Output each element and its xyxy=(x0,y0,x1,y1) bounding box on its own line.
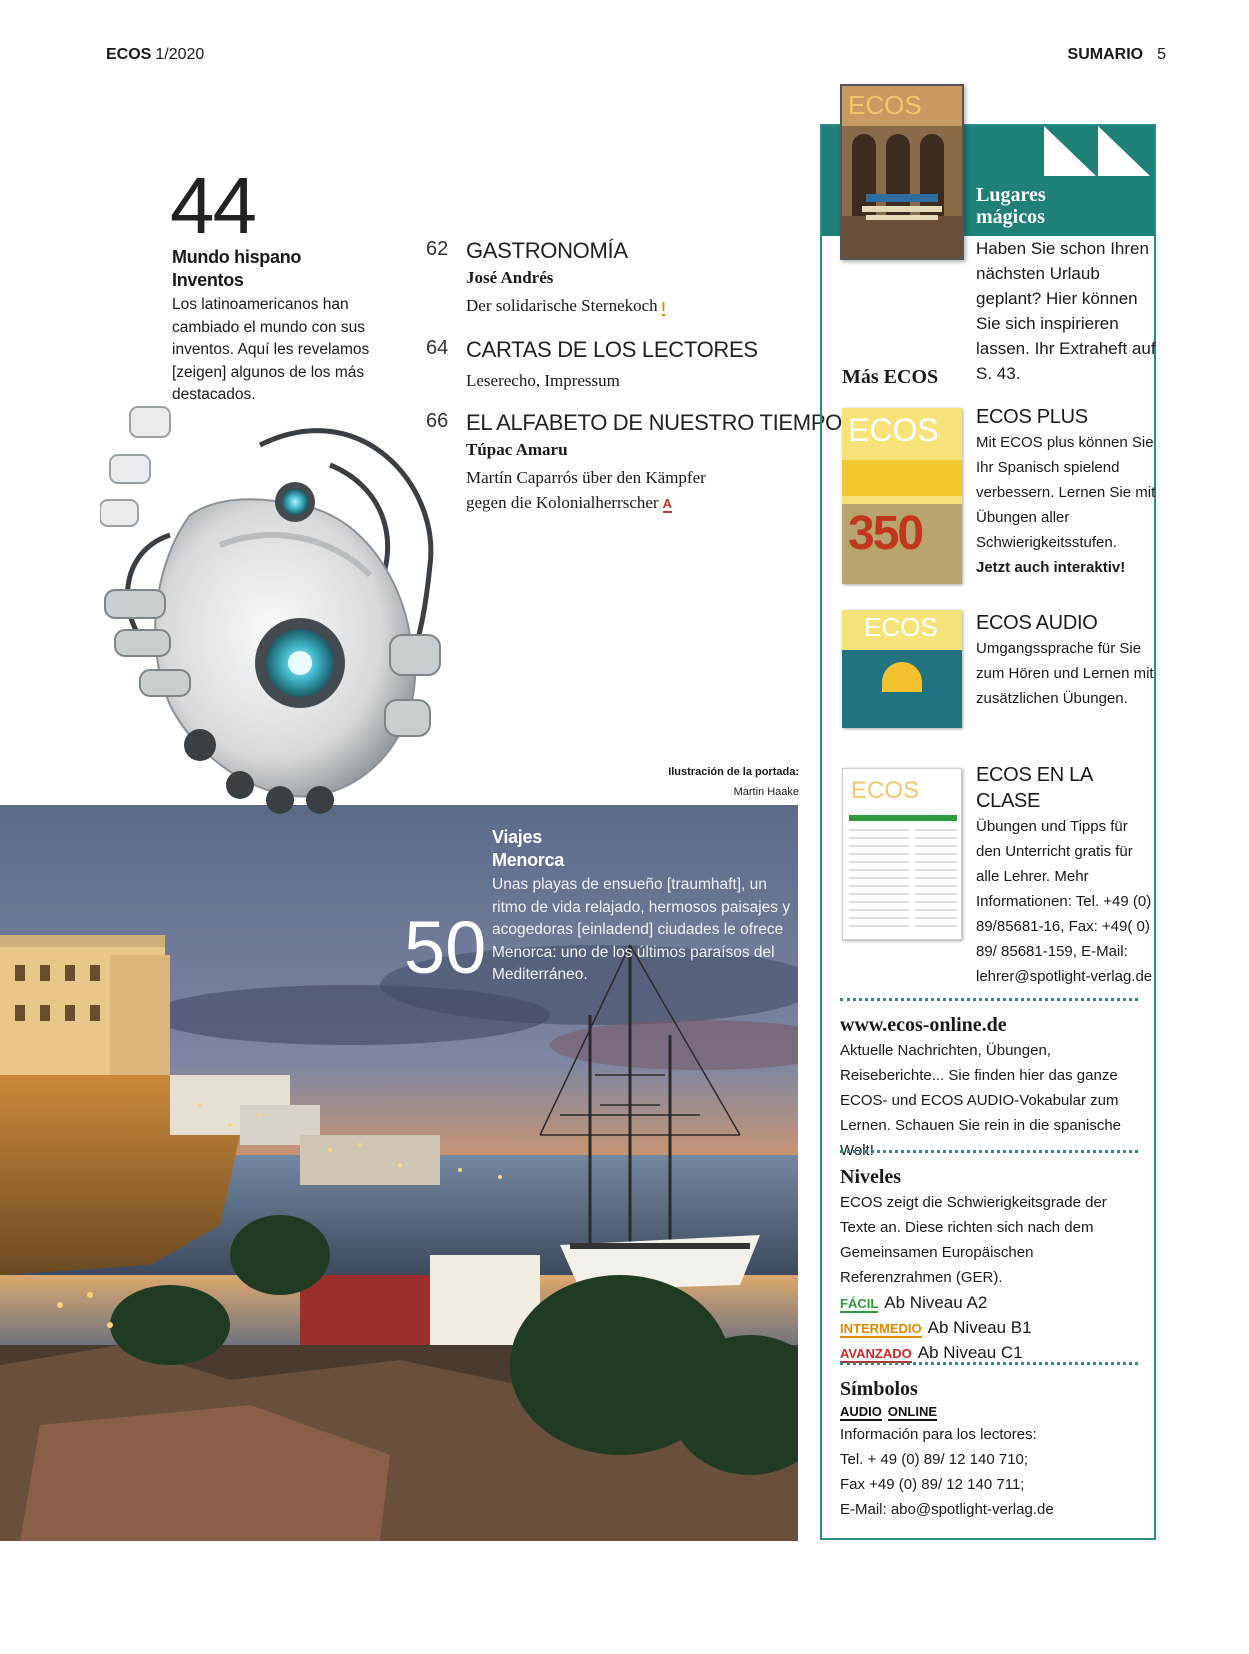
toc-entry-alfabeto[interactable] xyxy=(426,410,842,512)
product-body: Umgangssprache für Sie zum Hören und Lernen mit zusätzlichen Übungen. xyxy=(976,640,1154,707)
divider xyxy=(840,998,1138,1001)
niveles-body: ECOS zeigt die Schwierigkeitsgrade der Texte an. Diese richten sich nach dem Gemeinsamen Europäischen Referenzrahmen (GER). xyxy=(840,1194,1107,1286)
toc-desc-line1: Martín Caparrós über den Kämpfer xyxy=(466,468,706,487)
cover-number: 350 xyxy=(848,507,923,560)
feature-body: Unas playas de ensueño [traumhaft], un ritmo de vida relajado, hermosos paisajes y acogedoras [einladend] ciudades le ofrece Menorca: uno de los últimos paraísos del Mediterráneo. xyxy=(492,876,791,983)
toc-subtitle: Túpac Amaru xyxy=(466,440,568,459)
ecos-plus-cover[interactable] xyxy=(842,408,962,584)
robot-heart-illustration xyxy=(100,405,460,855)
toc-entry-cartas[interactable] xyxy=(426,337,806,390)
toc-section: GASTRONOMÍA xyxy=(466,238,628,263)
product-title: ECOS EN LA CLASE xyxy=(976,764,1092,812)
toc-desc-line2 xyxy=(466,490,672,515)
simbolos-title: Símbolos xyxy=(840,1378,918,1400)
robot-heart-icon xyxy=(100,405,460,855)
toc-page: 62 xyxy=(426,238,449,260)
toc-desc: Leserecho, Impressum xyxy=(466,371,620,390)
ecos-clase-info[interactable] xyxy=(976,762,1156,989)
divider xyxy=(840,1362,1138,1365)
toc-entry-gastronomia[interactable] xyxy=(426,238,806,315)
toc-subtitle: José Andrés xyxy=(466,268,554,287)
mas-ecos-heading: Más ECOS xyxy=(842,366,939,388)
product-body: Mit ECOS plus können Sie Ihr Spanisch spielend verbessern. Lernen Sie mit Übungen aller Schwierigkeitsstufen. xyxy=(976,434,1156,551)
feature-title: Inventos xyxy=(172,270,244,290)
product-body: Übungen und Tipps für den Unterricht gratis für alle Lehrer. Mehr Informationen: Tel. +49 (0) 89/85681-16, Fax: +49( 0) 89/ 85681-159, E-Mail: lehrer@spotlight-verlag.de xyxy=(976,818,1153,985)
ecos-plus-info[interactable] xyxy=(976,404,1156,580)
toc-desc-text: gegen die Kolonialherrscher xyxy=(466,493,659,512)
product-title: ECOS AUDIO xyxy=(976,612,1098,634)
product-title: ECOS PLUS xyxy=(976,406,1088,428)
cover-band xyxy=(842,460,962,496)
running-header xyxy=(106,46,204,64)
brand-name: ECOS xyxy=(106,46,152,63)
lugares-title xyxy=(976,184,1046,228)
level-text: Ab Niveau A2 xyxy=(884,1293,988,1312)
lugares-title-line2: mágicos xyxy=(976,206,1045,228)
website-link[interactable]: www.ecos-online.de xyxy=(840,1014,1007,1036)
contact-fax: Fax +49 (0) 89/ 12 140 711; xyxy=(840,1476,1025,1493)
audio-tag: AUDIO xyxy=(840,1404,882,1419)
contact-email[interactable]: E-Mail: abo@spotlight-verlag.de xyxy=(840,1501,1054,1518)
divider xyxy=(840,1150,1138,1153)
cover-brand: ECOS xyxy=(848,90,922,120)
niveles-box xyxy=(840,1164,1140,1365)
toc-page: 64 xyxy=(426,337,449,359)
feature-category: Mundo hispano xyxy=(172,247,302,267)
toc-page: 66 xyxy=(426,410,449,432)
feature-page-number[interactable]: 44 xyxy=(170,161,255,250)
simbolos-box xyxy=(840,1376,1140,1522)
section-header xyxy=(1068,46,1166,64)
level-text: Ab Niveau B1 xyxy=(927,1318,1032,1337)
cover-brand: ECOS xyxy=(848,412,939,448)
level-tag: INTERMEDIO xyxy=(840,1321,922,1336)
cover-brand: ECOS xyxy=(851,777,920,804)
ecos-clase-cover[interactable] xyxy=(842,768,962,940)
product-highlight: Jetzt auch interaktiv! xyxy=(976,559,1126,576)
feature-title: Menorca xyxy=(492,850,564,870)
level-text: Ab Niveau C1 xyxy=(917,1343,1023,1362)
credit-label: Ilustración de la portada: xyxy=(668,766,799,778)
feature-inventos[interactable] xyxy=(172,246,372,407)
toc-desc xyxy=(466,293,665,318)
credit-name: Martin Haake xyxy=(733,786,799,798)
web-body: Aktuelle Nachrichten, Übungen, Reiseberichte... Sie finden hier das ganze ECOS- und ECOS AUDIO-Vokabular zum Lernen. Schauen Sie rein in die spanische Welt! xyxy=(840,1042,1122,1159)
contact-phone: Tel. + 49 (0) 89/ 12 140 710; xyxy=(840,1451,1029,1468)
feature-body: Los latinoamericanos han cambiado el mundo con sus inventos. Aquí les revelamos [zeigen] algunos de los más destacados. xyxy=(172,296,370,403)
lugares-title-line1: Lugares xyxy=(976,184,1046,206)
cover-credit xyxy=(668,762,799,802)
ecos-audio-cover[interactable] xyxy=(842,610,962,728)
triangle-decoration-icon xyxy=(1044,126,1154,178)
cover-brand: ECOS xyxy=(864,612,938,642)
cover-text-lines xyxy=(849,829,909,929)
issue-number: 1/2020 xyxy=(155,46,205,63)
symbol-tags xyxy=(840,1402,1140,1422)
level-badge: I xyxy=(661,299,666,314)
ecos-audio-info[interactable] xyxy=(976,610,1156,711)
level-badge: A xyxy=(662,496,672,511)
level-tag: FÁCIL xyxy=(840,1296,879,1311)
feature-category: Viajes xyxy=(492,827,542,847)
contact-line: Información para los lectores: xyxy=(840,1426,1037,1443)
feature-page-number[interactable]: 50 xyxy=(404,906,487,989)
toc-desc-text: Der solidarische Sternekoch xyxy=(466,296,658,315)
toc-section: EL ALFABETO DE NUESTRO TIEMPO xyxy=(466,410,842,435)
lugares-body: Haben Sie schon Ihren nächsten Urlaub geplant? Hier können Sie sich inspirieren lassen. Ihr Extraheft auf S. 43. xyxy=(976,239,1156,383)
cover-text-lines xyxy=(915,829,957,929)
feature-menorca[interactable] xyxy=(492,826,792,987)
section-name: SUMARIO xyxy=(1067,46,1144,63)
web-box[interactable] xyxy=(840,1012,1140,1163)
online-tag: ONLINE xyxy=(887,1404,938,1419)
niveles-title: Niveles xyxy=(840,1166,902,1188)
lugares-cover[interactable] xyxy=(840,84,964,260)
level-row-facil xyxy=(840,1290,1140,1315)
cover-band xyxy=(849,815,957,821)
level-tag: AVANZADO xyxy=(840,1346,912,1361)
level-row-intermedio xyxy=(840,1315,1140,1340)
page-number: 5 xyxy=(1157,46,1166,63)
toc-section: CARTAS DE LOS LECTORES xyxy=(466,337,758,362)
